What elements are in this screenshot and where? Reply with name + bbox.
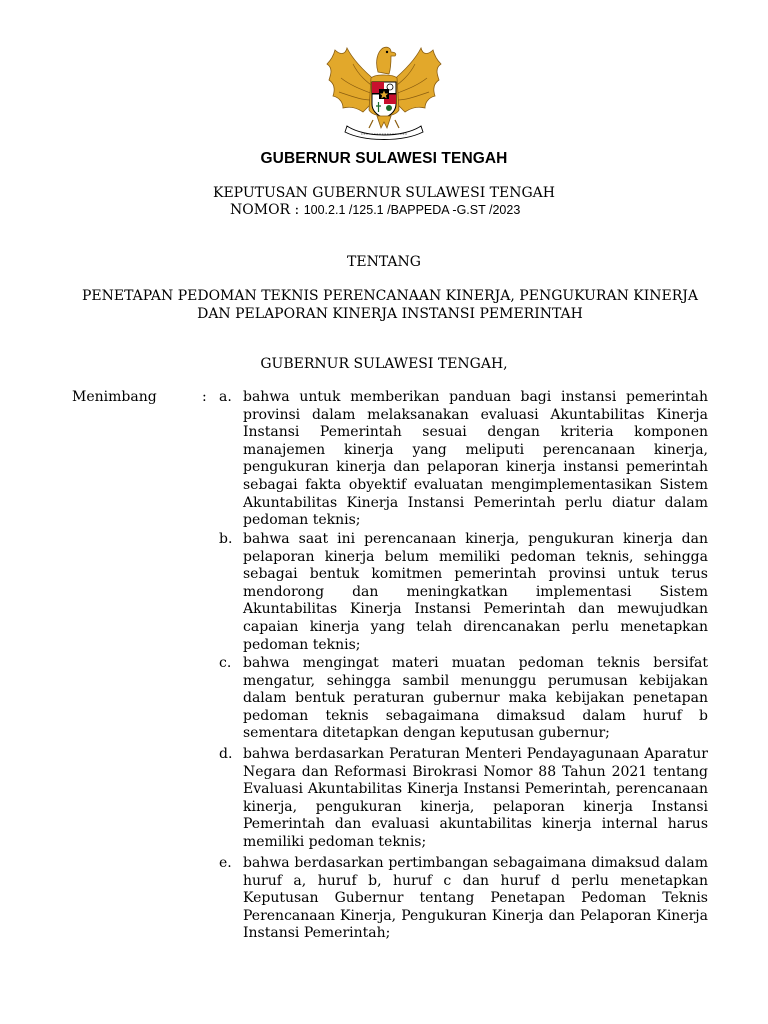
menimbang-label: Menimbang <box>72 389 157 405</box>
garuda-pancasila-emblem-icon <box>325 42 443 142</box>
item-marker: a. <box>219 389 232 405</box>
nomor-value: 100.2.1 /125.1 /BAPPEDA -G.ST /2023 <box>303 203 521 217</box>
menimbang-item-d <box>219 746 708 852</box>
item-marker: d. <box>219 746 233 762</box>
menimbang-item-c <box>219 655 708 743</box>
governor-title: GUBERNUR SULAWESI TENGAH <box>260 150 508 167</box>
item-text: bahwa untuk memberikan panduan bagi instansi pemerintah provinsi dalam melaksanakan evaluasi Akuntabilitas Kinerja Instansi Pemerintah sesuai dengan kriteria komponen manajemen kinerja yang meliputi perencanaan kinerja, pengukuran kinerja dan pelaporan kinerja instansi pemerintah sebagai fakta obyektif evaluatan mengimplementasikan Sistem Akuntabilitas Kinerja Instansi Pemerintah perlu diatur dalam pedoman teknis; <box>243 389 708 529</box>
item-marker: b. <box>219 531 233 547</box>
item-marker: e. <box>219 855 232 871</box>
decree-number-row <box>230 202 520 218</box>
menimbang-item-b <box>219 531 708 654</box>
subject-line-1: PENETAPAN PEDOMAN TEKNIS PERENCANAAN KINERJA, PENGUKURAN KINERJA <box>81 288 699 304</box>
menimbang-item-a <box>219 389 708 530</box>
subject-line-2: DAN PELAPORAN KINERJA INSTANSI PEMERINTAH <box>197 306 583 322</box>
item-marker: c. <box>219 655 232 671</box>
menimbang-item-e <box>219 855 708 943</box>
menimbang-colon: : <box>202 389 207 405</box>
decree-subject <box>40 287 740 323</box>
item-text: bahwa berdasarkan pertimbangan sebagaimana dimaksud dalam huruf a, huruf b, huruf c dan huruf d perlu menetapkan Keputusan Gubernur tentang Penetapan Pedoman Teknis Perencanaan Kinerja, Pengukuran Kinerja dan Pelaporan Kinerja Instansi Pemerintah; <box>243 855 708 942</box>
nomor-label: NOMOR : <box>230 202 300 218</box>
item-text: bahwa saat ini perencanaan kinerja, pengukuran kinerja dan pelaporan kinerja belum memiliki pedoman teknis, sehingga sebagai bentuk komitmen pemerintah provinsi untuk terus mendorong dan meningkatkan implementasi Sistem Akuntabilitas Kinerja Instansi Pemerintah dan mewujudkan capaian kinerja yang telah direncanakan perlu menetapkan pedoman teknis; <box>243 531 708 653</box>
decree-title: KEPUTUSAN GUBERNUR SULAWESI TENGAH <box>213 185 555 201</box>
item-text: bahwa mengingat materi muatan pedoman teknis bersifat mengatur, sehingga sambil menunggu perumusan kebijakan dalam bentuk peraturan gubernur maka kebijakan penetapan pedoman teknis sebagaimana dimaksud dalam huruf b sementara ditetapkan dengan keputusan gubernur; <box>243 655 708 742</box>
item-text: bahwa berdasarkan Peraturan Menteri Pendayagunaan Aparatur Negara dan Reformasi Birokrasi Nomor 88 Tahun 2021 tentang Evaluasi Akuntabilitas Kinerja Instansi Pemerintah, perencanaan kinerja, pengukuran kinerja, pelaporan kinerja Instansi Pemerintah dan evaluasi akuntabilitas kinerja internal harus memiliki pedoman teknis; <box>243 746 708 850</box>
governor-heading: GUBERNUR SULAWESI TENGAH, <box>260 356 508 372</box>
tentang-heading: TENTANG <box>347 254 421 270</box>
